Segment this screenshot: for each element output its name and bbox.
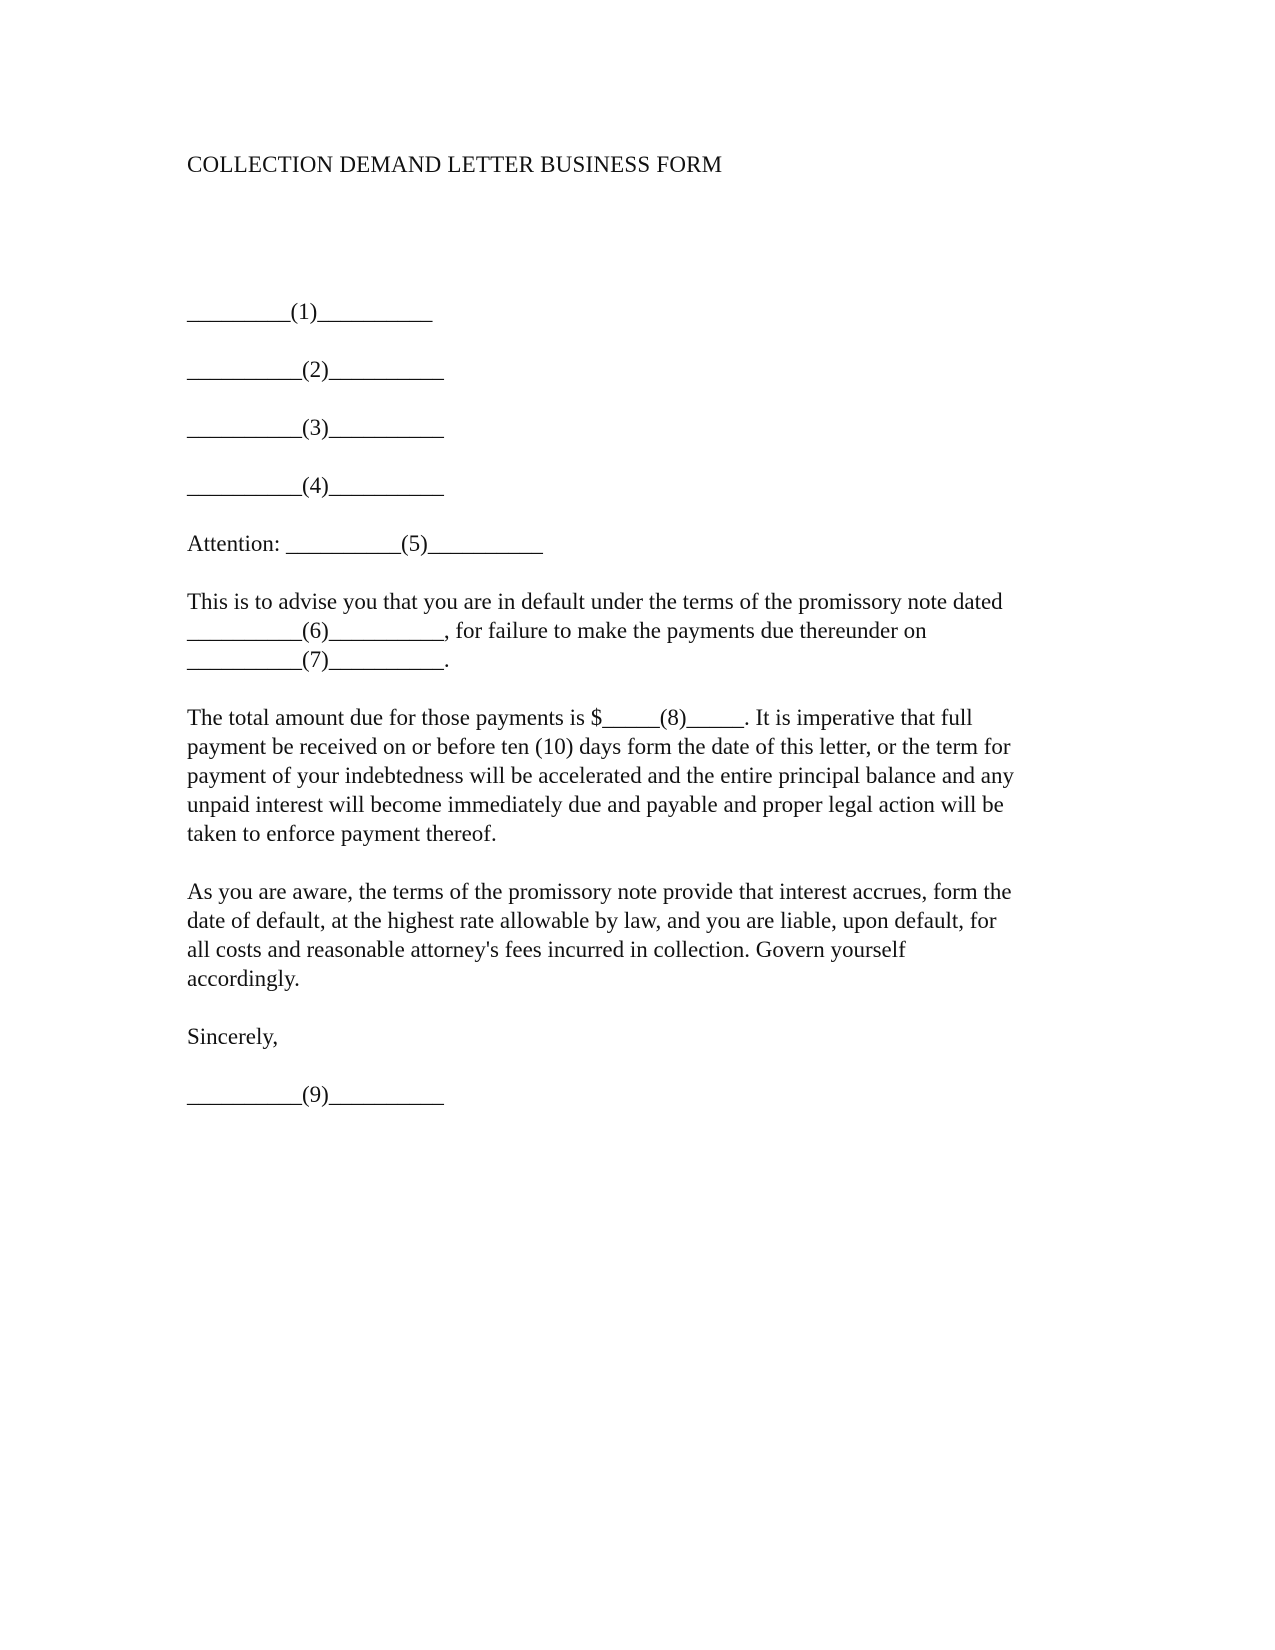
address-line-4: __________(4)__________: [187, 473, 444, 498]
paragraph-line: taken to enforce payment thereof.: [187, 821, 497, 846]
paragraph-line: all costs and reasonable attorney's fees incurred in collection. Govern yourself: [187, 937, 906, 962]
paragraph-line: As you are aware, the terms of the promissory note provide that interest accrues, form the: [187, 879, 1012, 904]
letter-body: [187, 150, 1087, 1138]
paragraph-line: payment be received on or before ten (10) days form the date of this letter, or the term for: [187, 734, 1011, 759]
attention-line: Attention: __________(5)__________: [187, 531, 543, 556]
paragraph-line: __________(6)__________, for failure to make the payments due thereunder on: [187, 618, 927, 643]
document-title: COLLECTION DEMAND LETTER BUSINESS FORM: [187, 152, 723, 177]
default-notice-paragraph: [187, 587, 1087, 674]
paragraph-line: date of default, at the highest rate allowable by law, and you are liable, upon default, for: [187, 908, 997, 933]
paragraph-line: accordingly.: [187, 966, 300, 991]
signature-line: __________(9)__________: [187, 1082, 444, 1107]
address-line-1: _________(1)__________: [187, 299, 433, 324]
address-line-3: __________(3)__________: [187, 415, 444, 440]
paragraph-line: This is to advise you that you are in default under the terms of the promissory note dated: [187, 589, 1003, 614]
paragraph-line: payment of your indebtedness will be accelerated and the entire principal balance and any: [187, 763, 1015, 788]
address-line-2: __________(2)__________: [187, 357, 444, 382]
address-block: [187, 297, 1087, 500]
paragraph-line: The total amount due for those payments is $_____(8)_____. It is imperative that full: [187, 705, 973, 730]
interest-terms-paragraph: [187, 877, 1087, 993]
paragraph-line: __________(7)__________.: [187, 647, 450, 672]
paragraph-line: unpaid interest will become immediately due and payable and proper legal action will be: [187, 792, 1004, 817]
amount-due-paragraph: [187, 703, 1087, 848]
closing-salutation: Sincerely,: [187, 1024, 279, 1049]
